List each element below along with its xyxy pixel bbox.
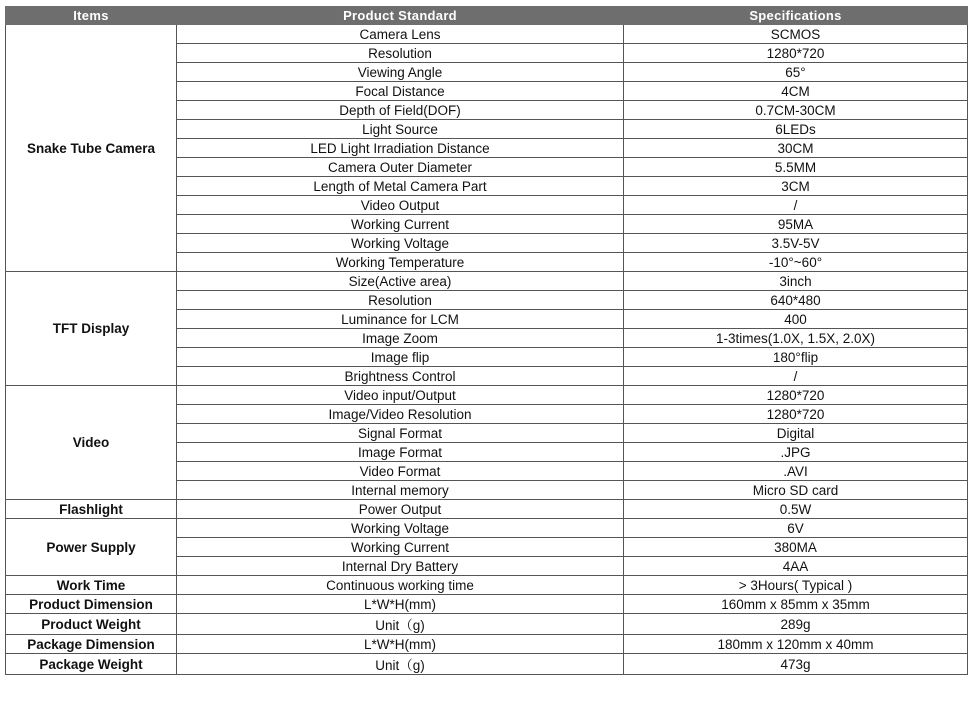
specification-cell: 6V (624, 519, 968, 538)
specification-cell: 289g (624, 614, 968, 635)
product-standard-cell: Focal Distance (177, 82, 624, 101)
spec-table (5, 6, 968, 675)
specification-cell: SCMOS (624, 25, 968, 44)
product-standard-cell: Length of Metal Camera Part (177, 177, 624, 196)
table-row (6, 386, 968, 405)
specification-cell: Digital (624, 424, 968, 443)
product-standard-cell: Image Format (177, 443, 624, 462)
specification-cell: 0.5W (624, 500, 968, 519)
product-standard-cell: Light Source (177, 120, 624, 139)
table-row (6, 576, 968, 595)
specification-cell: 380MA (624, 538, 968, 557)
item-group-cell: Product Dimension (6, 595, 177, 614)
product-standard-cell: Camera Lens (177, 25, 624, 44)
product-standard-cell: Viewing Angle (177, 63, 624, 82)
product-standard-cell: Resolution (177, 291, 624, 310)
specification-cell: 180°flip (624, 348, 968, 367)
product-standard-cell: Unit（g) (177, 654, 624, 675)
specification-cell: .JPG (624, 443, 968, 462)
product-standard-cell: Image/Video Resolution (177, 405, 624, 424)
specification-cell: 400 (624, 310, 968, 329)
specification-cell: 1280*720 (624, 405, 968, 424)
specification-cell: -10°~60° (624, 253, 968, 272)
specification-cell: 4CM (624, 82, 968, 101)
specification-cell: 4AA (624, 557, 968, 576)
product-standard-cell: Signal Format (177, 424, 624, 443)
item-group-cell: TFT Display (6, 272, 177, 386)
specification-cell: 0.7CM-30CM (624, 101, 968, 120)
product-standard-cell: Depth of Field(DOF) (177, 101, 624, 120)
table-row (6, 500, 968, 519)
table-row (6, 519, 968, 538)
specification-cell: 3.5V-5V (624, 234, 968, 253)
product-standard-cell: Continuous working time (177, 576, 624, 595)
spec-table-container (5, 6, 968, 675)
table-row (6, 635, 968, 654)
product-standard-cell: Video Output (177, 196, 624, 215)
product-standard-cell: Working Current (177, 215, 624, 234)
item-group-cell: Snake Tube Camera (6, 25, 177, 272)
item-group-cell: Package Weight (6, 654, 177, 675)
specification-cell: > 3Hours( Typical ) (624, 576, 968, 595)
product-standard-cell: Unit（g) (177, 614, 624, 635)
specification-cell: 180mm x 120mm x 40mm (624, 635, 968, 654)
table-row (6, 25, 968, 44)
specification-cell: 3inch (624, 272, 968, 291)
product-standard-cell: Image flip (177, 348, 624, 367)
product-standard-cell: Working Voltage (177, 519, 624, 538)
product-standard-cell: Working Voltage (177, 234, 624, 253)
product-standard-cell: Size(Active area) (177, 272, 624, 291)
specification-cell: 65° (624, 63, 968, 82)
specification-cell: 160mm x 85mm x 35mm (624, 595, 968, 614)
specification-cell: Micro SD card (624, 481, 968, 500)
specification-cell: / (624, 367, 968, 386)
table-row (6, 654, 968, 675)
specification-cell: 95MA (624, 215, 968, 234)
product-standard-cell: LED Light Irradiation Distance (177, 139, 624, 158)
table-row (6, 272, 968, 291)
table-row (6, 595, 968, 614)
product-standard-cell: Working Temperature (177, 253, 624, 272)
product-standard-cell: Video input/Output (177, 386, 624, 405)
product-standard-cell: Internal memory (177, 481, 624, 500)
specification-cell: / (624, 196, 968, 215)
item-group-cell: Product Weight (6, 614, 177, 635)
product-standard-cell: Resolution (177, 44, 624, 63)
item-group-cell: Work Time (6, 576, 177, 595)
specification-cell: 5.5MM (624, 158, 968, 177)
item-group-cell: Flashlight (6, 500, 177, 519)
header-specifications: Specifications (624, 7, 968, 25)
item-group-cell: Package Dimension (6, 635, 177, 654)
specification-cell: 6LEDs (624, 120, 968, 139)
product-standard-cell: Working Current (177, 538, 624, 557)
specification-cell: 1280*720 (624, 44, 968, 63)
item-group-cell: Power Supply (6, 519, 177, 576)
specification-cell: 473g (624, 654, 968, 675)
product-standard-cell: Power Output (177, 500, 624, 519)
header-row (6, 7, 968, 25)
product-standard-cell: Camera Outer Diameter (177, 158, 624, 177)
header-product-standard: Product Standard (177, 7, 624, 25)
product-standard-cell: Video Format (177, 462, 624, 481)
product-standard-cell: Internal Dry Battery (177, 557, 624, 576)
product-standard-cell: Luminance for LCM (177, 310, 624, 329)
table-row (6, 614, 968, 635)
product-standard-cell: L*W*H(mm) (177, 635, 624, 654)
product-standard-cell: Image Zoom (177, 329, 624, 348)
spec-table-body (6, 25, 968, 675)
product-standard-cell: L*W*H(mm) (177, 595, 624, 614)
header-items: Items (6, 7, 177, 25)
specification-cell: 3CM (624, 177, 968, 196)
specification-cell: 1280*720 (624, 386, 968, 405)
specification-cell: 1-3times(1.0X, 1.5X, 2.0X) (624, 329, 968, 348)
specification-cell: .AVI (624, 462, 968, 481)
specification-cell: 30CM (624, 139, 968, 158)
item-group-cell: Video (6, 386, 177, 500)
product-standard-cell: Brightness Control (177, 367, 624, 386)
specification-cell: 640*480 (624, 291, 968, 310)
